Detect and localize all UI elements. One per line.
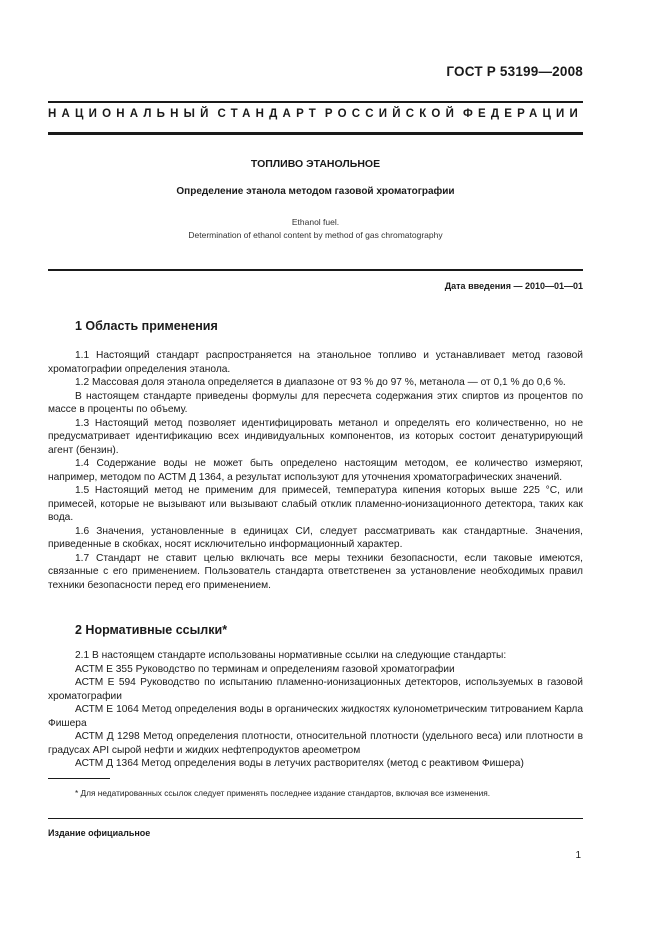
paragraph-1-7: 1.7 Стандарт не ставит целью включать все меры техники безопасности, если таковые имеются, связанные с его применением. Пользователь стандарта ответственен за установление необходимых правил техники безопасности перед его применением. xyxy=(48,552,583,591)
header-rule-thick xyxy=(48,132,583,135)
official-edition-label: Издание официальное xyxy=(48,828,151,838)
national-standard-banner xyxy=(48,108,583,120)
paragraph-1-6: 1.6 Значения, установленные в единицах СИ, следует рассматривать как стандартные. Значения, приведенные в скобках, носят исключительно информационный характер. xyxy=(48,525,583,550)
footnote: * Для недатированных ссылок следует применять последнее издание стандартов, включая все изменения. xyxy=(75,788,491,798)
reference-astm-d1364: АСТМ Д 1364 Метод определения воды в летучих растворителях (метод с реактивом Фишера) xyxy=(75,758,524,769)
section-1-heading: 1 Область применения xyxy=(75,319,218,333)
reference-astm-e594: АСТМ Е 594 Руководство по испытанию пламенно-ионизационных детекторов, используемых в газовой хроматографии xyxy=(48,677,583,702)
banner-word-2: СТАНДАРТ xyxy=(217,108,322,120)
document-title: ТОПЛИВО ЭТАНОЛЬНОЕ xyxy=(250,158,381,170)
paragraph-1-4: 1.4 Содержание воды не может быть определено настоящим методом, ее количество измеряют, например, методом по АСТМ Д 1364, а результат используют для уточнения хроматографических значений. xyxy=(48,458,583,483)
english-title xyxy=(48,216,583,242)
paragraph-1-2: 1.2 Массовая доля этанола определяется в диапазоне от 93 % до 97 %, метанола — от 0,1 % до 0,6 %. xyxy=(75,377,566,388)
document-number: ГОСТ Р 53199—2008 xyxy=(446,64,583,79)
title-separator-rule xyxy=(48,269,583,271)
paragraph-1-3: 1.3 Настоящий метод позволяет идентифицировать метанол и определять его количественно, но не предусматривает идентификацию всех индивидуальных компонентов, из которых состоит денатурирующий агент (бензин). xyxy=(48,417,583,456)
english-title-line-1: Ethanol fuel. xyxy=(291,217,340,227)
document-subtitle: Определение этанола методом газовой хроматографии xyxy=(176,186,455,197)
paragraph-1-5: 1.5 Настоящий метод не применим для примесей, температура кипения которых выше 225 °С, или примесей, которые не вызывают или вызывают слабый отклик пламенно-ионизационного детектора, таких как вода. xyxy=(48,485,583,523)
footer-rule xyxy=(48,818,583,819)
banner-word-1: НАЦИОНАЛЬНЫЙ xyxy=(48,108,214,120)
english-title-line-2: Determination of ethanol content by method of gas chromatography xyxy=(188,230,443,240)
paragraph-1-2-note: В настоящем стандарте приведены формулы для пересчета содержания этих спиртов из процентов по массе в проценты по объему. xyxy=(48,390,583,415)
footnote-rule xyxy=(48,778,110,779)
introduction-date: Дата введения — 2010—01—01 xyxy=(444,281,583,291)
reference-astm-d1298: АСТМ Д 1298 Метод определения плотности, относительной плотности (удельного веса) или плотности в градусах API сырой нефти и жидких нефтепродуктов ареометром xyxy=(48,731,583,756)
banner-word-3: РОССИЙСКОЙ xyxy=(324,108,460,120)
reference-astm-e355: АСТМ Е 355 Руководство по терминам и определениям газовой хроматографии xyxy=(75,663,455,675)
header-rule-thin xyxy=(48,101,583,103)
section-1-body xyxy=(48,349,583,592)
paragraph-1-1: 1.1 Настоящий стандарт распространяется на этанольное топливо и устанавливает метод газовой хроматографии определения этанола. xyxy=(48,350,583,375)
reference-astm-e1064: АСТМ Е 1064 Метод определения воды в органических жидкостях кулонометрическим титрованием Карла Фишера xyxy=(48,704,583,729)
section-2-heading: 2 Нормативные ссылки* xyxy=(75,623,228,637)
section-2-body xyxy=(48,649,583,771)
banner-word-4: ФЕДЕРАЦИИ xyxy=(462,108,583,120)
page-number: 1 xyxy=(575,850,581,861)
paragraph-2-1: 2.1 В настоящем стандарте использованы нормативные ссылки на следующие стандарты: xyxy=(75,650,507,661)
